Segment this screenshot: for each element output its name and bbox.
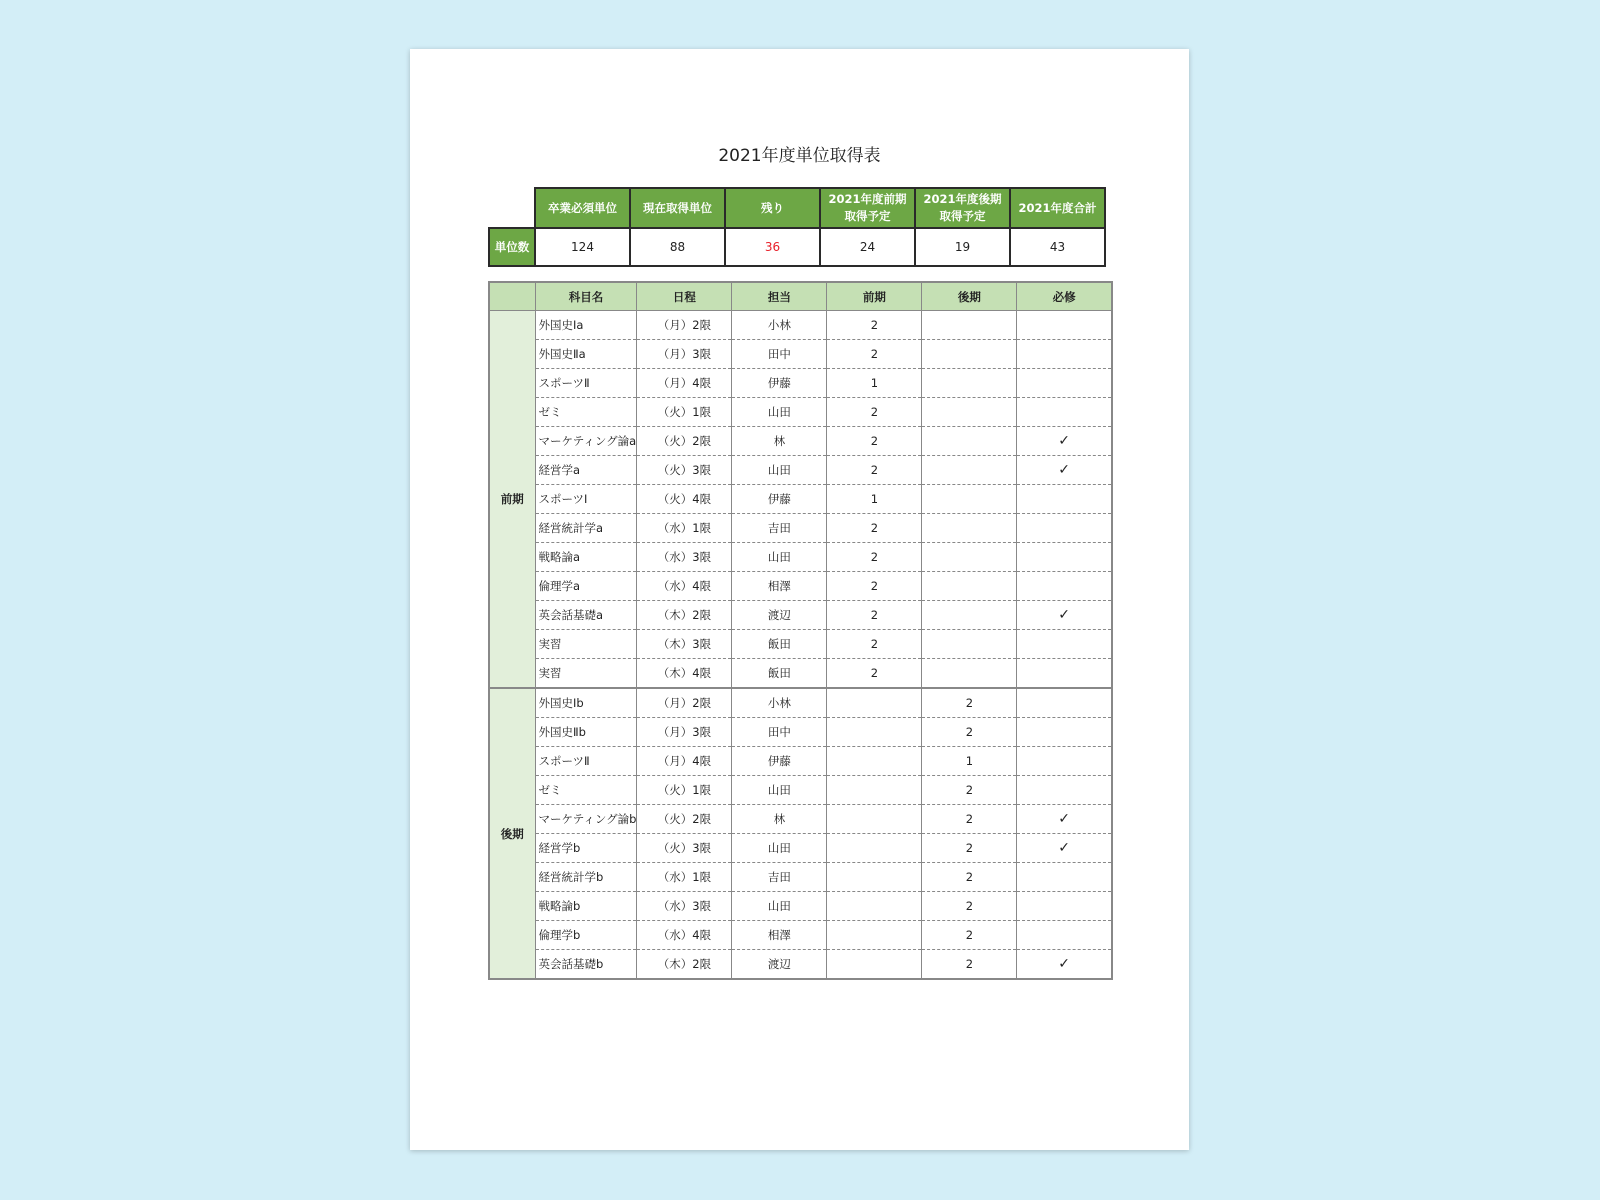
course-teacher: 吉田 [732,514,827,543]
course-kouki-credits: 2 [922,776,1017,805]
course-required [1017,630,1112,659]
course-schedule: （水）4限 [637,572,732,601]
course-name: マーケティング論b [535,805,637,834]
course-teacher: 林 [732,427,827,456]
course-schedule: （月）2限 [637,688,732,718]
course-zenki-credits: 2 [827,427,922,456]
course-zenki-credits [827,950,922,980]
course-kouki-credits [922,630,1017,659]
course-kouki-credits [922,543,1017,572]
course-kouki-credits [922,572,1017,601]
course-required [1017,572,1112,601]
course-name: 実習 [535,630,637,659]
course-teacher: 渡辺 [732,950,827,980]
course-teacher: 小林 [732,311,827,340]
course-kouki-credits [922,601,1017,630]
course-zenki-credits [827,688,922,718]
course-schedule: （火）3限 [637,834,732,863]
table-row [489,892,1112,921]
summary-header: 2021年度後期 取得予定 [915,188,1010,228]
course-name: 経営統計学a [535,514,637,543]
course-teacher: 田中 [732,340,827,369]
course-teacher: 山田 [732,776,827,805]
course-required [1017,369,1112,398]
course-zenki-credits [827,718,922,747]
table-row [489,456,1112,485]
course-zenki-credits [827,805,922,834]
course-schedule: （火）1限 [637,776,732,805]
course-name: 経営統計学b [535,863,637,892]
course-kouki-credits [922,398,1017,427]
course-kouki-credits: 2 [922,863,1017,892]
course-kouki-credits [922,485,1017,514]
course-teacher: 伊藤 [732,485,827,514]
summary-value: 124 [535,228,630,266]
course-kouki-credits: 1 [922,747,1017,776]
summary-value: 88 [630,228,725,266]
course-name: 実習 [535,659,637,689]
course-required [1017,863,1112,892]
course-kouki-credits [922,514,1017,543]
course-kouki-credits [922,369,1017,398]
check-icon: ✓ [1058,462,1071,478]
course-teacher: 飯田 [732,630,827,659]
course-schedule: （月）3限 [637,340,732,369]
summary-value-row [489,228,1105,266]
course-schedule: （木）2限 [637,950,732,980]
course-schedule: （木）3限 [637,630,732,659]
course-required [1017,921,1112,950]
course-kouki-credits [922,311,1017,340]
course-required [1017,776,1112,805]
course-header-schedule: 日程 [637,282,732,311]
course-teacher: 渡辺 [732,601,827,630]
course-required [1017,514,1112,543]
course-teacher: 山田 [732,892,827,921]
course-header-teacher: 担当 [732,282,827,311]
course-name: 外国史Ⅰa [535,311,637,340]
course-name: 英会話基礎a [535,601,637,630]
course-schedule: （火）3限 [637,456,732,485]
course-kouki-credits: 2 [922,688,1017,718]
course-body [489,311,1112,980]
summary-value-remaining: 36 [725,228,820,266]
course-required [1017,601,1112,630]
course-teacher: 林 [732,805,827,834]
course-kouki-credits: 2 [922,950,1017,980]
summary-corner [489,188,535,228]
course-name: スポーツⅠ [535,485,637,514]
course-required [1017,543,1112,572]
course-required [1017,688,1112,718]
semester-label: 後期 [489,688,535,979]
document-page [410,49,1189,1150]
course-header-name: 科目名 [535,282,637,311]
course-table [488,281,1113,980]
course-name: 戦略論b [535,892,637,921]
course-kouki-credits [922,659,1017,689]
course-schedule: （火）4限 [637,485,732,514]
summary-header-row [489,188,1105,228]
course-teacher: 伊藤 [732,747,827,776]
course-required [1017,659,1112,689]
course-zenki-credits [827,863,922,892]
table-row [489,659,1112,689]
course-zenki-credits: 2 [827,572,922,601]
course-zenki-credits [827,747,922,776]
course-teacher: 小林 [732,688,827,718]
summary-value: 43 [1010,228,1105,266]
check-icon: ✓ [1058,811,1071,827]
course-required [1017,311,1112,340]
summary-header: 残り [725,188,820,228]
course-required [1017,456,1112,485]
course-name: 外国史Ⅰb [535,688,637,718]
course-schedule: （水）1限 [637,514,732,543]
course-required [1017,805,1112,834]
course-teacher: 山田 [732,834,827,863]
table-row [489,921,1112,950]
course-kouki-credits: 2 [922,921,1017,950]
course-zenki-credits: 2 [827,311,922,340]
course-required [1017,892,1112,921]
table-row [489,398,1112,427]
check-icon: ✓ [1058,607,1071,623]
course-zenki-credits: 2 [827,543,922,572]
check-icon: ✓ [1058,840,1071,856]
course-zenki-credits [827,892,922,921]
course-name: 倫理学a [535,572,637,601]
course-required [1017,427,1112,456]
summary-value: 24 [820,228,915,266]
course-zenki-credits: 2 [827,659,922,689]
course-name: ゼミ [535,776,637,805]
course-kouki-credits [922,456,1017,485]
course-required [1017,340,1112,369]
summary-table [488,187,1106,267]
course-teacher: 相澤 [732,572,827,601]
course-header-blank [489,282,535,311]
course-kouki-credits: 2 [922,805,1017,834]
course-header-row [489,282,1112,311]
course-name: ゼミ [535,398,637,427]
table-row [489,718,1112,747]
course-teacher: 山田 [732,456,827,485]
course-header-kouki: 後期 [922,282,1017,311]
summary-header: 2021年度前期 取得予定 [820,188,915,228]
course-required [1017,834,1112,863]
course-name: スポーツⅡ [535,369,637,398]
summary-header: 卒業必須単位 [535,188,630,228]
course-zenki-credits: 2 [827,630,922,659]
table-row [489,311,1112,340]
page-title: 2021年度単位取得表 [718,146,881,166]
course-zenki-credits: 2 [827,340,922,369]
course-schedule: （水）1限 [637,863,732,892]
course-required [1017,485,1112,514]
table-row [489,369,1112,398]
course-schedule: （木）4限 [637,659,732,689]
course-zenki-credits [827,776,922,805]
table-row [489,834,1112,863]
course-schedule: （月）4限 [637,747,732,776]
course-name: 英会話基礎b [535,950,637,980]
course-required [1017,950,1112,980]
table-row [489,688,1112,718]
table-row [489,747,1112,776]
course-zenki-credits: 1 [827,369,922,398]
table-row [489,340,1112,369]
course-header-required: 必修 [1017,282,1112,311]
course-name: 外国史Ⅱa [535,340,637,369]
summary-value: 19 [915,228,1010,266]
course-kouki-credits: 2 [922,834,1017,863]
course-name: スポーツⅡ [535,747,637,776]
course-teacher: 相澤 [732,921,827,950]
course-kouki-credits: 2 [922,718,1017,747]
course-teacher: 山田 [732,543,827,572]
semester-label: 前期 [489,311,535,689]
table-row [489,514,1112,543]
course-schedule: （月）4限 [637,369,732,398]
course-zenki-credits: 2 [827,456,922,485]
summary-header: 現在取得単位 [630,188,725,228]
table-row [489,601,1112,630]
course-zenki-credits: 2 [827,601,922,630]
course-schedule: （火）1限 [637,398,732,427]
check-icon: ✓ [1058,956,1071,972]
summary-header: 2021年度合計 [1010,188,1105,228]
course-zenki-credits: 2 [827,398,922,427]
course-name: 倫理学b [535,921,637,950]
course-teacher: 田中 [732,718,827,747]
course-teacher: 山田 [732,398,827,427]
course-name: 経営学a [535,456,637,485]
table-row [489,863,1112,892]
course-teacher: 飯田 [732,659,827,689]
table-row [489,543,1112,572]
table-row [489,485,1112,514]
course-name: マーケティング論a [535,427,637,456]
table-row [489,427,1112,456]
table-row [489,950,1112,980]
course-teacher: 吉田 [732,863,827,892]
course-schedule: （水）3限 [637,543,732,572]
course-schedule: （月）3限 [637,718,732,747]
table-row [489,805,1112,834]
course-required [1017,718,1112,747]
table-row [489,630,1112,659]
check-icon: ✓ [1058,433,1071,449]
course-kouki-credits: 2 [922,892,1017,921]
course-header-zenki: 前期 [827,282,922,311]
course-schedule: （木）2限 [637,601,732,630]
course-name: 戦略論a [535,543,637,572]
course-zenki-credits: 1 [827,485,922,514]
table-row [489,776,1112,805]
course-zenki-credits [827,921,922,950]
course-schedule: （水）4限 [637,921,732,950]
course-required [1017,747,1112,776]
course-required [1017,398,1112,427]
course-name: 経営学b [535,834,637,863]
course-kouki-credits [922,427,1017,456]
course-schedule: （火）2限 [637,427,732,456]
table-row [489,572,1112,601]
course-name: 外国史Ⅱb [535,718,637,747]
summary-row-label: 単位数 [489,228,535,266]
course-zenki-credits [827,834,922,863]
course-kouki-credits [922,340,1017,369]
course-schedule: （火）2限 [637,805,732,834]
course-schedule: （月）2限 [637,311,732,340]
course-teacher: 伊藤 [732,369,827,398]
course-schedule: （水）3限 [637,892,732,921]
course-zenki-credits: 2 [827,514,922,543]
